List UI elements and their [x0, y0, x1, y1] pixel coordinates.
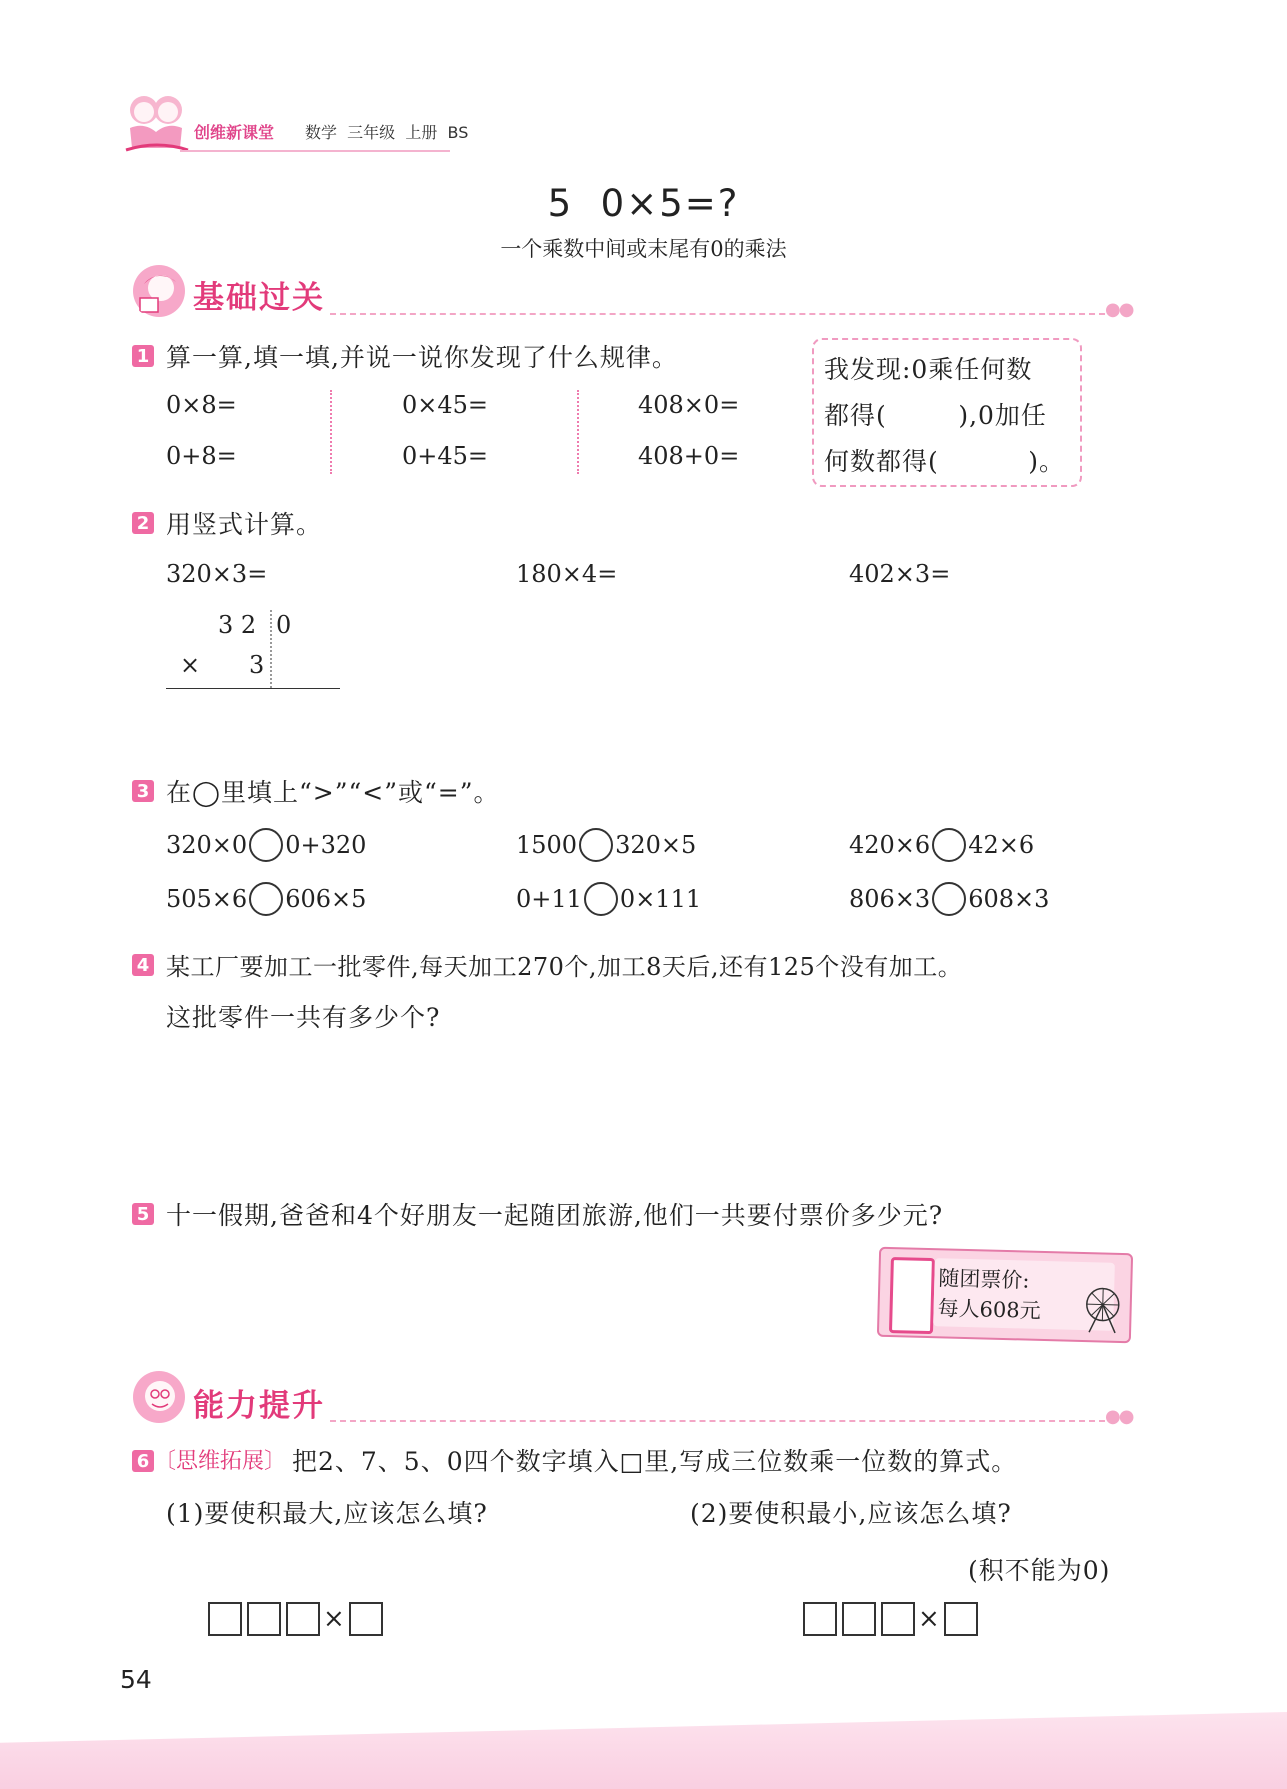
mascot-kids-icon: [122, 88, 192, 154]
digit-box[interactable]: [247, 1602, 281, 1636]
vertical-operator: ×: [180, 651, 201, 679]
ticket-line1: 随团票价:: [938, 1266, 1030, 1293]
digit-box[interactable]: [803, 1602, 837, 1636]
digit-box[interactable]: [842, 1602, 876, 1636]
compare-left: 806×3: [849, 885, 931, 913]
q1-equation: 408×0=: [638, 391, 740, 419]
question-number: 2: [132, 512, 154, 534]
times-sign: ×: [323, 1604, 345, 1634]
q2-item: 402×3=: [849, 560, 951, 588]
q6-part1: (1)要使积最大,应该怎么填?: [166, 1499, 488, 1528]
digit-box[interactable]: [944, 1602, 978, 1636]
compare-right: 608×3: [968, 885, 1050, 913]
question-number: 6: [132, 1450, 154, 1472]
vertical-dotted-guide: [270, 610, 272, 688]
vertical-underline: [166, 688, 340, 689]
column-separator: [330, 390, 332, 474]
compare-left: 1500: [516, 831, 578, 859]
q1-equation: 408+0=: [638, 442, 740, 470]
compare-item: [516, 828, 696, 862]
discovery-line: 都得( ),0加任: [824, 401, 1047, 430]
digit-box[interactable]: [286, 1602, 320, 1636]
answer-circle[interactable]: [579, 828, 613, 862]
q3-prompt: 在◯里填上“>”“<”或“=”。: [166, 778, 500, 807]
times-sign: ×: [918, 1604, 940, 1634]
decor-dots: ●●: [1105, 1406, 1133, 1427]
vertical-top-zero: 0: [276, 611, 292, 639]
compare-left: 320×0: [166, 831, 248, 859]
section-title-advanced: 能力提升: [193, 1388, 325, 1424]
digit-box[interactable]: [881, 1602, 915, 1636]
question-number: 3: [132, 780, 154, 802]
compare-item: [516, 882, 701, 916]
q2-prompt: 用竖式计算。: [166, 510, 323, 539]
q4-line2: 这批零件一共有多少个?: [166, 1003, 441, 1032]
question-number: 4: [132, 954, 154, 976]
compare-item: [849, 828, 1034, 862]
header-subject: 数学 三年级 上册 BS: [305, 123, 469, 142]
footer-decoration: [0, 1712, 1287, 1789]
q6-part2: (2)要使积最小,应该怎么填?: [690, 1499, 1012, 1528]
decor-dots: ●●: [1105, 299, 1133, 320]
compare-left: 420×6: [849, 831, 931, 859]
section-rule: [330, 313, 1105, 315]
q6-note: (积不能为0): [968, 1556, 1111, 1585]
q1-equation: 0+8=: [166, 442, 237, 470]
column-separator: [577, 390, 579, 474]
answer-circle[interactable]: [249, 882, 283, 916]
discovery-line: 我发现:0乘任何数: [824, 355, 1033, 384]
answer-circle[interactable]: [932, 828, 966, 862]
q1-equation: 0×45=: [402, 391, 489, 419]
question-number: 5: [132, 1203, 154, 1225]
answer-circle[interactable]: [249, 828, 283, 862]
compare-right: 0+320: [285, 831, 367, 859]
question-number: 1: [132, 345, 154, 367]
thinking-extension-tag: 〔思维拓展〕: [154, 1449, 287, 1474]
compare-left: 505×6: [166, 885, 248, 913]
mascot-girl-icon: [130, 264, 188, 318]
vertical-bottom: 3: [249, 651, 265, 679]
q1-prompt: 算一算,填一填,并说一说你发现了什么规律。: [166, 343, 678, 372]
answer-circle[interactable]: [932, 882, 966, 916]
lesson-title: 5 0×5=?: [547, 182, 740, 225]
discovery-box: [812, 338, 1082, 487]
lesson-subtitle: 一个乘数中间或末尾有0的乘法: [500, 237, 787, 261]
page-number: 54: [120, 1665, 152, 1694]
compare-right: 42×6: [968, 831, 1035, 859]
answer-box-row-max: [208, 1602, 388, 1636]
digit-box[interactable]: [208, 1602, 242, 1636]
answer-circle[interactable]: [584, 882, 618, 916]
discovery-line: 何数都得( )。: [824, 447, 1065, 476]
header-brand: 创维新课堂: [194, 123, 275, 142]
section-title-basic: 基础过关: [193, 280, 325, 316]
compare-item: [849, 882, 1049, 916]
header-divider: [180, 150, 450, 152]
compare-right: 606×5: [285, 885, 367, 913]
section-rule: [330, 1420, 1105, 1422]
q4-line1: 某工厂要加工一批零件,每天加工270个,加工8天后,还有125个没有加工。: [166, 953, 963, 981]
answer-box-row-min: [803, 1602, 983, 1636]
vertical-top-digits: 3 2: [218, 611, 257, 639]
compare-item: [166, 828, 366, 862]
digit-box[interactable]: [349, 1602, 383, 1636]
q1-equation: 0+45=: [402, 442, 489, 470]
compare-left: 0+11: [516, 885, 582, 913]
mascot-grandpa-icon: [130, 1370, 188, 1424]
ticket-price-card: [877, 1247, 1133, 1344]
compare-right: 0×111: [619, 885, 702, 913]
ticket-line2: 每人608元: [937, 1296, 1042, 1323]
q5-prompt: 十一假期,爸爸和4个好朋友一起随团旅游,他们一共要付票价多少元?: [166, 1201, 944, 1230]
ticket-stub: [889, 1257, 935, 1334]
ferris-wheel-icon: [1079, 1284, 1126, 1335]
q2-item: 180×4=: [516, 560, 618, 588]
q2-item: 320×3=: [166, 560, 268, 588]
q1-equation: 0×8=: [166, 391, 237, 419]
q6-prompt: 把2、7、5、0四个数字填入□里,写成三位数乘一位数的算式。: [292, 1447, 1018, 1476]
compare-item: [166, 882, 366, 916]
compare-right: 320×5: [615, 831, 697, 859]
